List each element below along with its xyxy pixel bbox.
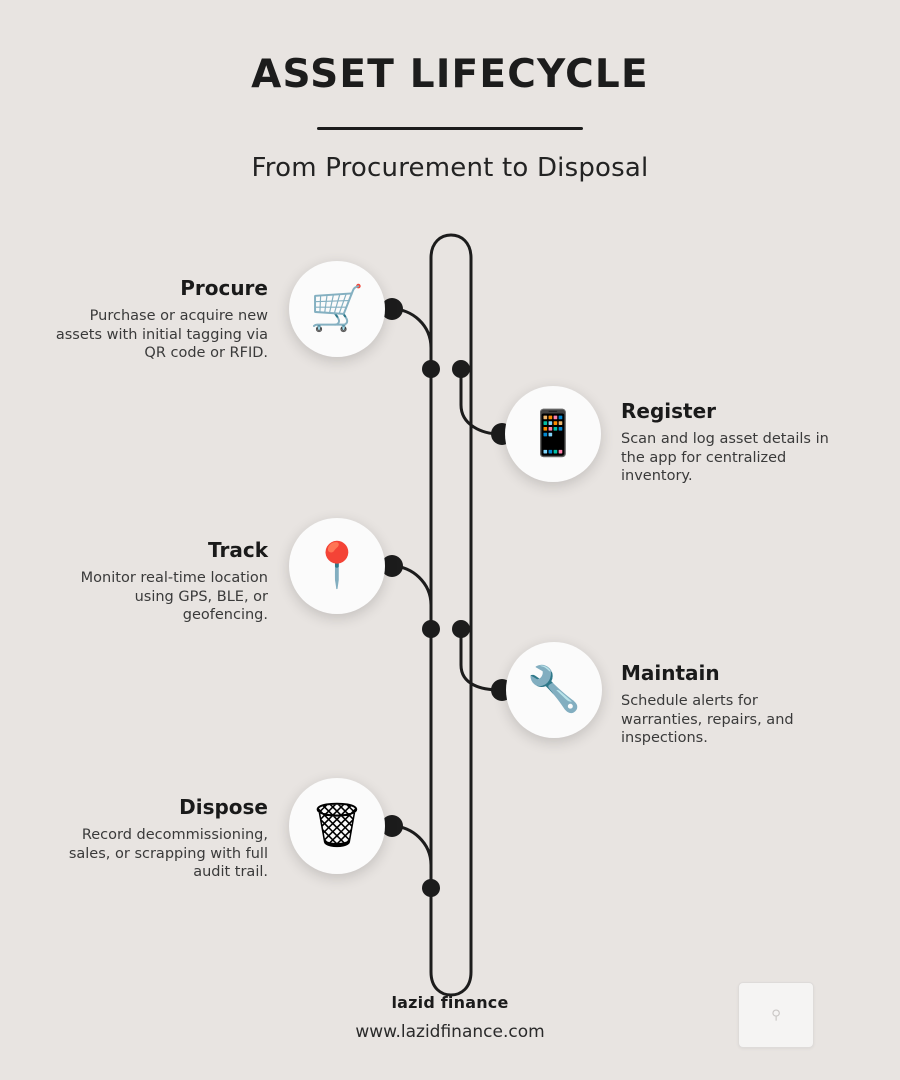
step-block-procure xyxy=(48,276,268,363)
node-register-rail xyxy=(452,360,470,378)
step-title-procure: Procure xyxy=(180,276,268,300)
page-subtitle: From Procurement to Disposal xyxy=(251,152,649,183)
step-icon-dispose[interactable] xyxy=(289,778,385,874)
node-dispose-rail xyxy=(422,879,440,897)
branch-register xyxy=(461,369,500,434)
brand-name: lazid finance xyxy=(391,993,509,1012)
branch-track xyxy=(392,566,431,626)
branch-maintain xyxy=(461,629,500,690)
step-icon-maintain[interactable] xyxy=(506,642,602,738)
step-desc-maintain: Schedule alerts for warranties, repairs, and inspections. xyxy=(621,693,794,747)
brand-logo-card xyxy=(738,982,814,1048)
wrench-icon: 🔧 xyxy=(526,664,582,715)
step-desc-dispose: Record decommissioning, sales, or scrapping with full audit trail. xyxy=(68,827,268,881)
website-url[interactable]: www.lazidfinance.com xyxy=(355,1022,545,1042)
mobile-phone-icon: 📱 xyxy=(525,408,581,459)
step-title-maintain: Maintain xyxy=(621,661,720,685)
shopping-cart-icon: 🛒 xyxy=(309,283,365,334)
step-desc-register: Scan and log asset details in the app for centralized inventory. xyxy=(621,431,829,485)
node-maintain-rail xyxy=(452,620,470,638)
step-block-track xyxy=(48,538,268,625)
main-loop-path xyxy=(431,235,471,995)
step-icon-procure[interactable] xyxy=(289,261,385,357)
title-divider xyxy=(317,127,583,130)
logo-icon: ⚲ xyxy=(771,1007,781,1023)
page-title: ASSET LIFECYCLE xyxy=(251,52,649,97)
step-title-track: Track xyxy=(208,538,268,562)
node-procure-rail xyxy=(422,360,440,378)
step-block-register xyxy=(621,399,843,486)
step-title-dispose: Dispose xyxy=(179,795,268,819)
step-title-register: Register xyxy=(621,399,717,423)
step-icon-register[interactable] xyxy=(505,386,601,482)
step-block-dispose xyxy=(48,795,268,882)
step-icon-track[interactable] xyxy=(289,518,385,614)
branch-dispose xyxy=(392,826,431,886)
branch-procure xyxy=(392,309,431,366)
step-desc-procure: Purchase or acquire new assets with initial tagging via QR code or RFID. xyxy=(55,308,268,362)
node-track-rail xyxy=(422,620,440,638)
step-desc-track: Monitor real-time location using GPS, BLE, or geofencing. xyxy=(80,570,268,624)
header xyxy=(0,0,900,183)
map-pin-icon: 📍 xyxy=(309,540,365,591)
wastebasket-icon: 🗑 xyxy=(309,800,365,851)
step-block-maintain xyxy=(621,661,843,748)
